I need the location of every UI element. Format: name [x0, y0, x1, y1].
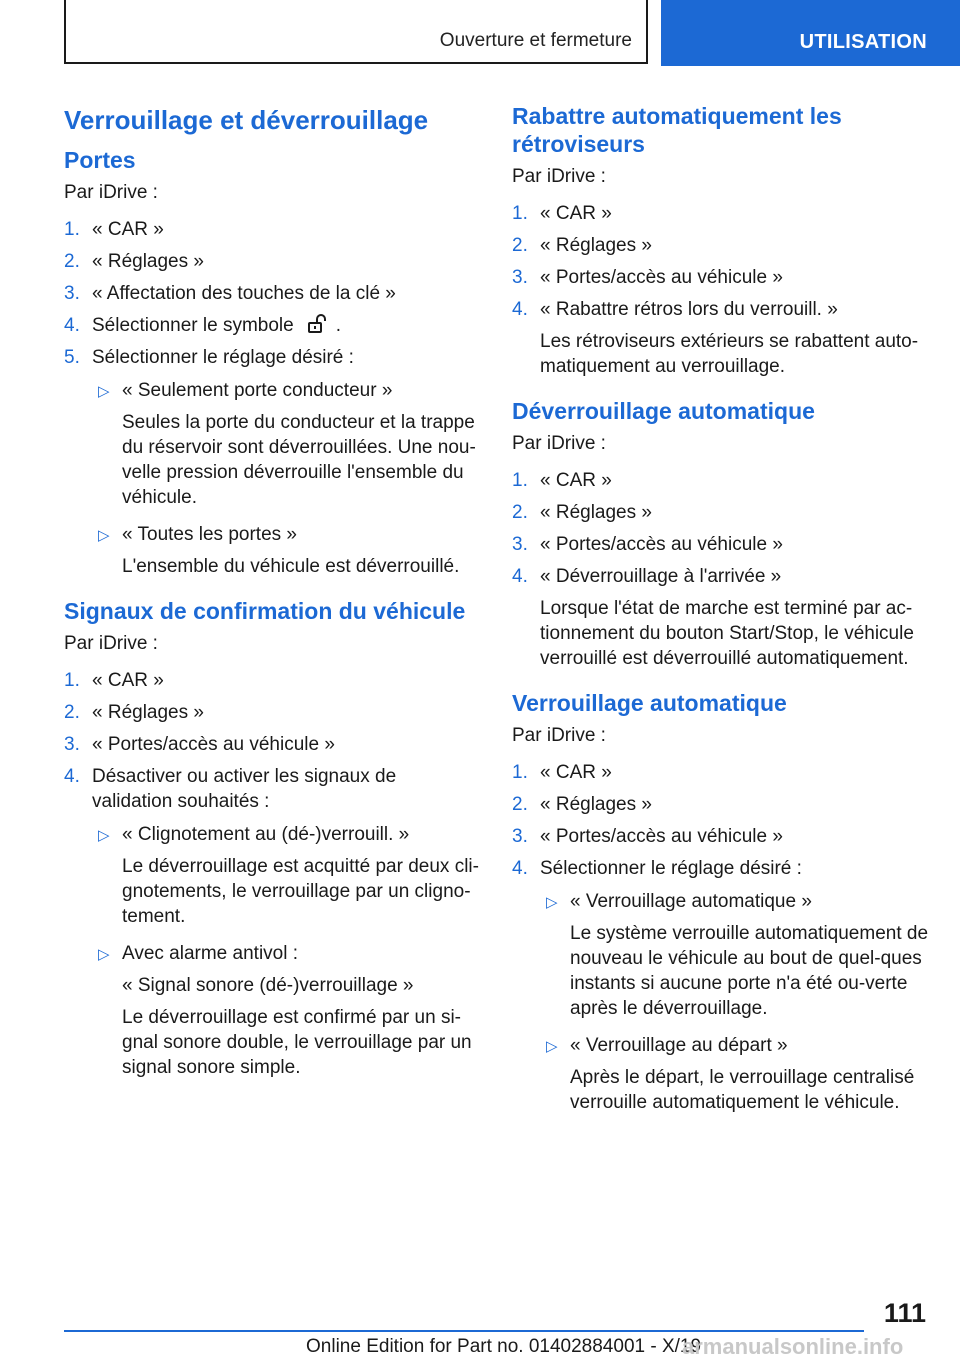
page-title: Verrouillage et déverrouillage [64, 105, 429, 135]
doors-options [92, 378, 480, 579]
list-item: 3. « Affectation des touches de la clé » [64, 283, 396, 304]
list-item: 1. « CAR » [512, 203, 612, 224]
mirrors-heading: Rabattre automatiquement les rétroviseurs [512, 103, 842, 157]
chapter-tab [661, 0, 960, 66]
list-item: 2. « Réglages » [512, 235, 652, 256]
list-item: 1. « CAR » [512, 762, 612, 783]
auto-lock-heading: Verrouillage automatique [512, 690, 787, 716]
option-item: ▷ « Toutes les portes » L'ensemble du véhicule est déverrouillé. [98, 524, 460, 577]
triangle-bullet-icon: ▷ [98, 383, 110, 400]
list-item: 4. Sélectionner le symbole . [64, 315, 341, 336]
option-item: ▷ « Clignotement au (dé-)verrouill. » Le déverrouillage est acquitté par deux cli-gnotements, le verrouillage par un cligno-tement. [98, 824, 479, 927]
signals-heading: Signaux de confirmation du véhicule [64, 598, 466, 624]
list-item: 3. « Portes/accès au véhicule » [64, 734, 335, 755]
header-frame [64, 0, 648, 64]
auto-lock-options [540, 889, 932, 1115]
list-item: 2. « Réglages » [64, 702, 204, 723]
list-item: 4. Sélectionner le réglage désiré : ▷ « Verrouillage automatique » Le système verrouille automatiquement de nouveau le véhicule au bout de quel-ques instants si aucune porte n'a été ou-verte après le déverrouillage. ▷ « Verrouillage au départ » Après le départ, le verrouillage centralisé verrouille automatiquement le véhicule. [512, 856, 932, 1115]
auto-unlock-steps [512, 468, 932, 671]
list-item: 4. « Rabattre rétros lors du verrouill. » Les rétroviseurs extérieurs se rabattent auto-matiquement au verrouillage. [512, 299, 919, 377]
option-item: ▷ « Seulement porte conducteur » Seules la porte du conducteur et la trappe du réservoir sont déverrouillées. Une nou-velle pression déverrouille l'ensemble du véhicule. [98, 380, 476, 508]
triangle-bullet-icon: ▷ [98, 827, 110, 844]
list-item: 2. « Réglages » [512, 794, 652, 815]
triangle-bullet-icon: ▷ [546, 894, 558, 911]
auto-unlock-intro: Par iDrive : [512, 433, 606, 454]
option-item: ▷ « Verrouillage au départ » Après le départ, le verrouillage centralisé verrouille automatiquement le véhicule. [546, 1035, 915, 1113]
option-item: ▷ Avec alarme antivol : « Signal sonore (dé-)verrouillage » Le déverrouillage est confirmé par un si-gnal sonore double, le verrouillage par un signal sonore simple. [98, 943, 472, 1078]
list-item: 1. « CAR » [64, 670, 164, 691]
page-number: 111 [883, 1298, 926, 1328]
triangle-bullet-icon: ▷ [546, 1038, 558, 1055]
right-column [512, 100, 932, 1127]
list-item: 2. « Réglages » [512, 502, 652, 523]
mirrors-intro: Par iDrive : [512, 166, 606, 187]
auto-lock-intro: Par iDrive : [512, 725, 606, 746]
doors-intro: Par iDrive : [64, 182, 158, 203]
auto-lock-steps [512, 760, 932, 1115]
edition-text: Online Edition for Part no. 01402884001 - X/19 [306, 1336, 702, 1357]
list-item: 1. « CAR » [512, 470, 612, 491]
list-item: 2. « Réglages » [64, 251, 204, 272]
watermark: armanualsonline.info [682, 1334, 904, 1359]
signals-intro: Par iDrive : [64, 633, 158, 654]
doors-steps [64, 217, 480, 579]
list-item: 3. « Portes/accès au véhicule » [512, 267, 783, 288]
triangle-bullet-icon: ▷ [98, 527, 110, 544]
section-title: Ouverture et fermeture [439, 30, 632, 51]
option-item: ▷ « Verrouillage automatique » Le système verrouille automatiquement de nouveau le véhicule au bout de quel-ques instants si aucune porte n'a été ou-verte après le déverrouillage. [546, 891, 929, 1019]
left-column [64, 100, 480, 1092]
chapter-tab-label: UTILISATION [799, 31, 927, 53]
list-item: 3. « Portes/accès au véhicule » [512, 826, 783, 847]
auto-unlock-heading: Déverrouillage automatique [512, 398, 815, 424]
list-item: 4. Désactiver ou activer les signaux de validation souhaités : ▷ « Clignotement au (dé-)verrouill. » Le déverrouillage est acquitté par deux cli-gnotements, le verrouillage par un cligno-tement. ▷ Avec alarme antivol : « Signal sonore (dé-)verrouillage » Le déverrouillage est confirmé par un si-gnal sonore double, le verrouillage par un signal sonore simple. [64, 766, 479, 1078]
mirrors-steps [512, 201, 932, 379]
unlock-icon [306, 314, 326, 334]
list-item: 4. « Déverrouillage à l'arrivée » Lorsque l'état de marche est terminé par ac-tionnement du bouton Start/Stop, le véhicule verrouillé est déverrouillé automatiquement. [512, 566, 914, 669]
signals-options [92, 822, 480, 1080]
list-item: 1. « CAR » [64, 219, 164, 240]
list-item: 5. Sélectionner le réglage désiré : ▷ « Seulement porte conducteur » Seules la porte du conducteur et la trappe du réservoir sont déverrouillées. Une nou-velle pression déverrouille l'ensemble du véhicule. ▷ « Toutes les portes » L'ensemble du véhicule est déverrouillé. [64, 345, 480, 579]
signals-steps [64, 668, 480, 1080]
footer-divider [64, 1330, 864, 1332]
list-item: 3. « Portes/accès au véhicule » [512, 534, 783, 555]
doors-heading: Portes [64, 147, 136, 173]
triangle-bullet-icon: ▷ [98, 946, 110, 963]
